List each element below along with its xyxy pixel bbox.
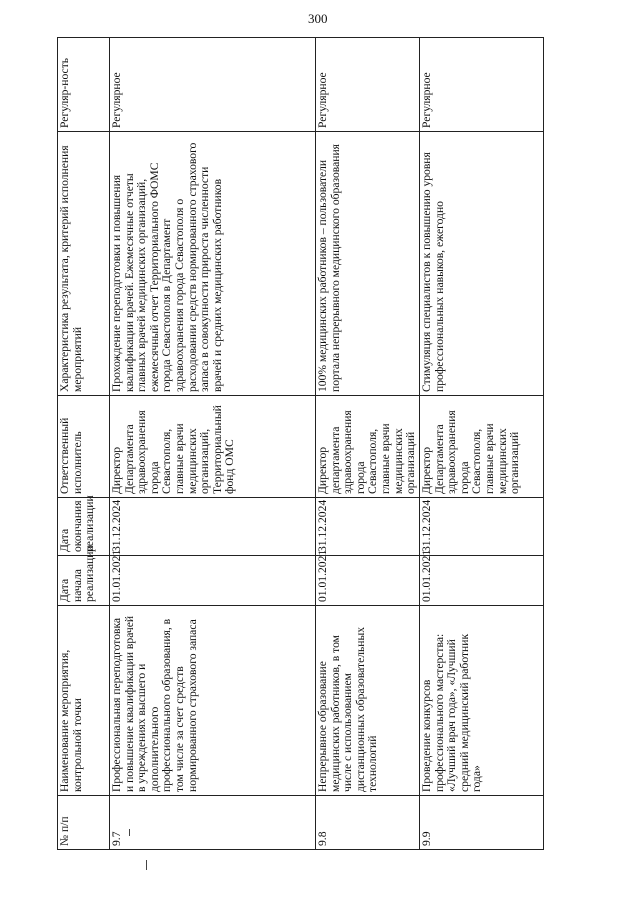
- cell-result: Прохождение переподготовки и повышения квалификации врачей. Ежемесячные отчеты главных врачей медицинских организаций, ежемесячный отчет Территориального ФОМС города Севастополя в Департамент здравоохранения города Севастополя о расходовании средств нормированного страхового запаса в совокупности прироста численности врачей и средних медицинских работников: [110, 132, 316, 396]
- table-rotation-wrapper: [57, 38, 543, 850]
- cell-responsible: Директор департамента здравоохранения города Севастополя, главные врачи медицинских организаций: [316, 396, 420, 498]
- header-regularity: Регуляр-ность: [58, 38, 110, 132]
- activities-table: [57, 37, 544, 850]
- cell-num: 9.9: [420, 796, 544, 850]
- page-number: 300: [308, 11, 328, 26]
- cell-num: 9.8: [316, 796, 420, 850]
- cell-regularity: Регулярное: [316, 38, 420, 132]
- cell-num: 9.7: [110, 796, 316, 850]
- cell-responsible: Директор Департамента здравоохранения города Севастополя, главные врачи медицинских организаций: [420, 396, 544, 498]
- cell-regularity: Регулярное: [420, 38, 544, 132]
- rotated-table-area: [57, 38, 543, 850]
- cell-name: Непрерывное образование медицинских работников, в том числе с использованием дистанционных образовательных технологий: [316, 606, 420, 796]
- table-header-row: [58, 38, 110, 850]
- table-row: [316, 38, 420, 850]
- header-start-date: Дата начала реализации: [58, 556, 110, 606]
- cell-result: 100% медицинских работников – пользователи портала непрерывного медицинского образования: [316, 132, 420, 396]
- header-name: Наименование мероприятия, контрольной точки: [58, 606, 110, 796]
- header-responsible: Ответственный исполнитель: [58, 396, 110, 498]
- cell-start-date: 01.01.2021: [110, 556, 316, 606]
- cell-end-date: 31.12.2024: [420, 498, 544, 556]
- cell-end-date: 31.12.2024: [110, 498, 316, 556]
- cell-end-date: 31.12.2024: [316, 498, 420, 556]
- table-row: [110, 38, 316, 850]
- cell-start-date: 01.01.2021: [316, 556, 420, 606]
- header-result: Характеристика результата, критерий исполнения мероприятий: [58, 132, 110, 396]
- header-end-date: Дата окончания реализации: [58, 498, 110, 556]
- cell-name: Профессиональная переподготовка и повышение квалификации врачей в учреждениях высшего и дополнительного профессионального образования, в том числе за счет средств нормированного страхового запаса: [110, 606, 316, 796]
- cell-start-date: 01.01.2021: [420, 556, 544, 606]
- scan-artifact-mark: [146, 860, 147, 870]
- scan-artifact-mark: [129, 829, 130, 836]
- cell-result: Стимуляция специалистов к повышению уровня профессиональных навыков, ежегодно: [420, 132, 544, 396]
- cell-name: Проведение конкурсов профессионального мастерства: «Лучший врач года», «Лучший средний медицинский работник года»: [420, 606, 544, 796]
- table-row: [420, 38, 544, 850]
- cell-responsible: Директор Департамента здравоохранения города Севастополя, главные врачи медицинских организаций, Территориальный фонд ОМС: [110, 396, 316, 498]
- header-num: № п/п: [58, 796, 110, 850]
- cell-regularity: Регулярное: [110, 38, 316, 132]
